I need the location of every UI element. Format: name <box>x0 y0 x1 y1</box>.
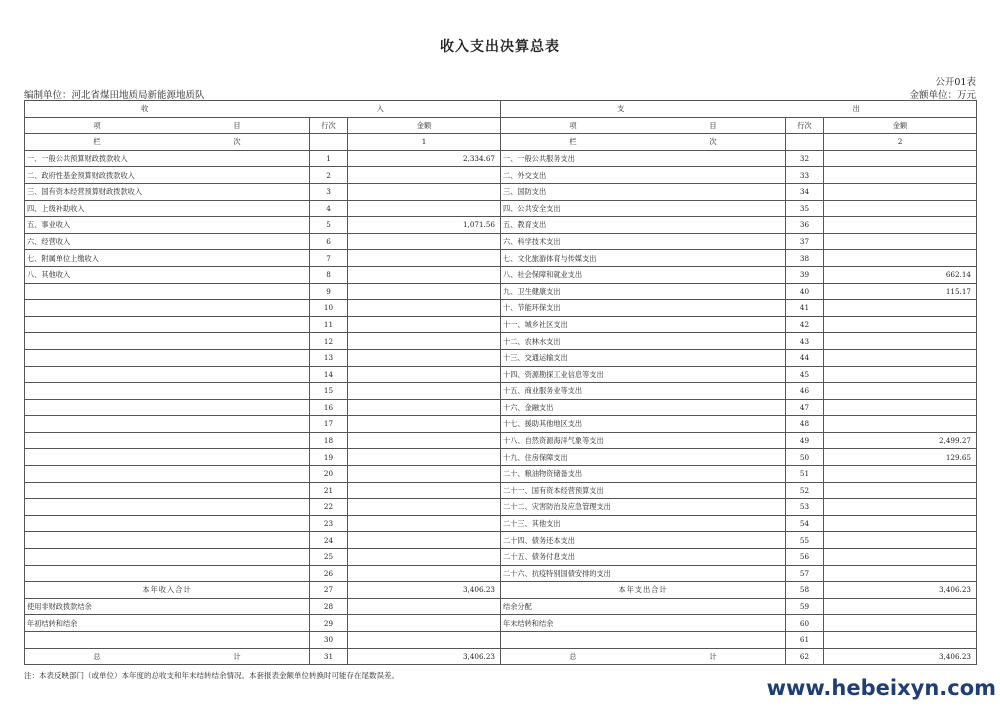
row-no: 35 <box>786 200 824 217</box>
expense-item: 二十六、抗疫特别国债安排的支出 <box>501 565 786 582</box>
amount-header: 金额 <box>348 117 501 134</box>
income-item <box>25 532 310 549</box>
expense-amount <box>824 549 977 566</box>
income-amount: 1,071.56 <box>348 217 501 234</box>
income-amount <box>348 565 501 582</box>
income-item <box>25 383 310 400</box>
row-no: 19 <box>310 449 348 466</box>
table-row <box>25 300 977 317</box>
table-row <box>25 183 977 200</box>
income-item: 使用非财政拨款结余 <box>25 598 310 615</box>
income-header-left: 收 <box>141 104 149 114</box>
row-no: 3 <box>310 183 348 200</box>
income-amount <box>348 383 501 400</box>
table-row <box>25 167 977 184</box>
col-label-left: 栏 <box>569 137 577 147</box>
empty-cell <box>310 134 348 151</box>
row-no: 50 <box>786 449 824 466</box>
table-row <box>25 383 977 400</box>
income-item <box>25 432 310 449</box>
row-no: 13 <box>310 349 348 366</box>
row-no: 20 <box>310 466 348 483</box>
row-no: 1 <box>310 150 348 167</box>
income-item: 三、国有资本经营预算财政拨款收入 <box>25 183 310 200</box>
expense-item: 十四、资源勘探工业信息等支出 <box>501 366 786 383</box>
income-col-label <box>25 134 310 151</box>
income-amount <box>348 632 501 649</box>
table-row <box>25 266 977 283</box>
income-amount <box>348 515 501 532</box>
expense-amount <box>824 349 977 366</box>
table-row <box>25 482 977 499</box>
income-item: 六、经营收入 <box>25 233 310 250</box>
table-row <box>25 532 977 549</box>
expense-item: 四、公共安全支出 <box>501 200 786 217</box>
income-amount <box>348 532 501 549</box>
row-no: 36 <box>786 217 824 234</box>
row-no: 32 <box>786 150 824 167</box>
expense-item: 十九、住房保障支出 <box>501 449 786 466</box>
income-item <box>25 632 310 649</box>
expense-item: 十五、商业服务业等支出 <box>501 383 786 400</box>
row-no: 7 <box>310 250 348 267</box>
row-no: 2 <box>310 167 348 184</box>
expense-total-amount: 3,406.23 <box>824 648 977 665</box>
row-no: 28 <box>310 598 348 615</box>
table-footer <box>25 582 977 599</box>
income-item <box>25 565 310 582</box>
expense-amount <box>824 383 977 400</box>
amount-header: 金额 <box>824 117 977 134</box>
expense-amount <box>824 233 977 250</box>
table-row <box>25 217 977 234</box>
table-row <box>25 250 977 267</box>
income-amount <box>348 432 501 449</box>
expense-item: 二十二、灾害防治及应急管理支出 <box>501 499 786 516</box>
income-amount <box>348 615 501 632</box>
item-header-left: 项 <box>569 120 577 130</box>
income-header-right: 入 <box>376 104 384 114</box>
row-no: 23 <box>310 515 348 532</box>
expense-item <box>501 632 786 649</box>
expense-amount <box>824 200 977 217</box>
table-row <box>25 499 977 516</box>
income-item: 一、一般公共预算财政拨款收入 <box>25 150 310 167</box>
income-item <box>25 515 310 532</box>
expense-amount: 115.17 <box>824 283 977 300</box>
row-no: 27 <box>310 582 348 599</box>
expense-item: 十七、援助其他地区支出 <box>501 416 786 433</box>
row-no: 44 <box>786 349 824 366</box>
row-no: 12 <box>310 333 348 350</box>
row-no: 62 <box>786 648 824 665</box>
expense-item: 五、教育支出 <box>501 217 786 234</box>
row-no: 59 <box>786 598 824 615</box>
income-amount <box>348 283 501 300</box>
income-amount <box>348 482 501 499</box>
income-amount <box>348 200 501 217</box>
table-row <box>25 449 977 466</box>
expense-item: 十三、交通运输支出 <box>501 349 786 366</box>
row-no-header: 行次 <box>786 117 824 134</box>
row-no: 46 <box>786 383 824 400</box>
table-header-row <box>25 101 977 118</box>
expense-item: 十八、自然资源海洋气象等支出 <box>501 432 786 449</box>
table-row <box>25 615 977 632</box>
expense-amount <box>824 183 977 200</box>
row-no: 42 <box>786 316 824 333</box>
subtotal-row <box>25 582 977 599</box>
row-no: 18 <box>310 432 348 449</box>
table-row <box>25 366 977 383</box>
row-no: 24 <box>310 532 348 549</box>
table-row <box>25 432 977 449</box>
row-no: 21 <box>310 482 348 499</box>
expense-amount: 129.65 <box>824 449 977 466</box>
row-no: 33 <box>786 167 824 184</box>
table-total <box>25 648 977 665</box>
form-code: 公开01表 <box>935 77 976 88</box>
total-label-left: 总 <box>93 651 101 661</box>
income-amount <box>348 549 501 566</box>
expense-amount <box>824 499 977 516</box>
expense-amount <box>824 482 977 499</box>
table-header-row <box>25 134 977 151</box>
income-item <box>25 399 310 416</box>
expense-col-no: 2 <box>824 134 977 151</box>
total-row <box>25 648 977 665</box>
table-row <box>25 466 977 483</box>
row-no: 16 <box>310 399 348 416</box>
expense-amount <box>824 598 977 615</box>
income-item <box>25 283 310 300</box>
expense-header-right: 出 <box>852 104 860 114</box>
expense-amount: 2,499.27 <box>824 432 977 449</box>
income-item: 二、政府性基金预算财政拨款收入 <box>25 167 310 184</box>
item-header-left: 项 <box>93 120 101 130</box>
row-no: 17 <box>310 416 348 433</box>
table-row <box>25 283 977 300</box>
income-amount <box>348 416 501 433</box>
table-row <box>25 333 977 350</box>
expense-amount <box>824 515 977 532</box>
row-no: 8 <box>310 266 348 283</box>
expense-item: 结余分配 <box>501 598 786 615</box>
watermark: www.hebeixyn.com <box>766 676 996 700</box>
income-item <box>25 300 310 317</box>
expense-amount <box>824 316 977 333</box>
row-no: 14 <box>310 366 348 383</box>
table-row <box>25 349 977 366</box>
col-label-left: 栏 <box>93 137 101 147</box>
income-item: 五、事业收入 <box>25 217 310 234</box>
row-no: 40 <box>786 283 824 300</box>
row-no: 48 <box>786 416 824 433</box>
row-no: 60 <box>786 615 824 632</box>
income-subtotal-amount: 3,406.23 <box>348 582 501 599</box>
col-label-right: 次 <box>233 137 241 147</box>
budget-table <box>24 100 977 665</box>
row-no: 9 <box>310 283 348 300</box>
income-item: 七、附属单位上缴收入 <box>25 250 310 267</box>
expense-item: 七、文化旅游体育与传媒支出 <box>501 250 786 267</box>
table-body <box>25 150 977 581</box>
table-row <box>25 316 977 333</box>
income-item <box>25 449 310 466</box>
expense-amount <box>824 532 977 549</box>
income-amount <box>348 598 501 615</box>
row-no: 49 <box>786 432 824 449</box>
row-no: 5 <box>310 217 348 234</box>
table-row <box>25 632 977 649</box>
row-no: 53 <box>786 499 824 516</box>
page-title: 收入支出决算总表 <box>440 39 560 55</box>
expense-amount <box>824 416 977 433</box>
footnote: 注：本表反映部门（或单位）本年度的总收支和年末结转结余情况。本套报表金额单位转换时可能存在尾数误差。 <box>24 671 399 680</box>
expense-item: 三、国防支出 <box>501 183 786 200</box>
income-item: 年初结转和结余 <box>25 615 310 632</box>
table-row <box>25 598 977 615</box>
table-row <box>25 515 977 532</box>
expense-amount <box>824 632 977 649</box>
row-no: 58 <box>786 582 824 599</box>
expense-amount <box>824 615 977 632</box>
expense-item: 二十、粮油物资储备支出 <box>501 466 786 483</box>
expense-header-left: 支 <box>617 104 625 114</box>
income-item <box>25 549 310 566</box>
expense-item: 十、节能环保支出 <box>501 300 786 317</box>
table-row <box>25 416 977 433</box>
compiling-unit: 编制单位：河北省煤田地质局新能源地质队 <box>24 90 205 101</box>
expense-item: 十一、城乡社区支出 <box>501 316 786 333</box>
amount-unit: 金额单位：万元 <box>909 90 976 101</box>
expense-amount <box>824 300 977 317</box>
expense-item: 二十四、债务还本支出 <box>501 532 786 549</box>
expense-amount <box>824 565 977 582</box>
expense-amount: 662.14 <box>824 266 977 283</box>
row-no: 41 <box>786 300 824 317</box>
row-no: 61 <box>786 632 824 649</box>
expense-amount <box>824 366 977 383</box>
expense-item: 二、外交支出 <box>501 167 786 184</box>
row-no: 30 <box>310 632 348 649</box>
income-amount <box>348 233 501 250</box>
row-no: 25 <box>310 549 348 566</box>
row-no: 56 <box>786 549 824 566</box>
col-label-right: 次 <box>709 137 717 147</box>
row-no: 57 <box>786 565 824 582</box>
row-no: 26 <box>310 565 348 582</box>
income-amount <box>348 366 501 383</box>
income-amount <box>348 167 501 184</box>
expense-col-label <box>501 134 786 151</box>
expense-amount <box>824 167 977 184</box>
expense-amount <box>824 250 977 267</box>
expense-item: 十二、农林水支出 <box>501 333 786 350</box>
income-item <box>25 416 310 433</box>
table-extra-rows <box>25 598 977 648</box>
row-no: 10 <box>310 300 348 317</box>
income-total-label <box>25 648 310 665</box>
income-amount: 2,334.67 <box>348 150 501 167</box>
row-no: 37 <box>786 233 824 250</box>
expense-item: 九、卫生健康支出 <box>501 283 786 300</box>
item-header-right: 目 <box>709 120 717 130</box>
total-label-right: 计 <box>233 651 241 661</box>
row-no: 29 <box>310 615 348 632</box>
item-header-right: 目 <box>233 120 241 130</box>
income-section-header <box>25 101 501 118</box>
income-item <box>25 499 310 516</box>
row-no: 54 <box>786 515 824 532</box>
income-item <box>25 366 310 383</box>
total-label-left: 总 <box>569 651 577 661</box>
row-no: 22 <box>310 499 348 516</box>
row-no: 45 <box>786 366 824 383</box>
income-subtotal-label: 本年收入合计 <box>25 582 310 599</box>
income-amount <box>348 333 501 350</box>
table-row <box>25 200 977 217</box>
row-no: 43 <box>786 333 824 350</box>
expense-total-label <box>501 648 786 665</box>
row-no: 4 <box>310 200 348 217</box>
expense-amount <box>824 399 977 416</box>
expense-subtotal-label: 本年支出合计 <box>501 582 786 599</box>
income-item <box>25 333 310 350</box>
table-row <box>25 233 977 250</box>
expense-item: 十六、金融支出 <box>501 399 786 416</box>
income-amount <box>348 316 501 333</box>
table-row <box>25 150 977 167</box>
income-amount <box>348 266 501 283</box>
total-label-right: 计 <box>709 651 717 661</box>
table-row <box>25 399 977 416</box>
income-item <box>25 482 310 499</box>
expense-item: 二十一、国有资本经营预算支出 <box>501 482 786 499</box>
income-item: 四、上级补助收入 <box>25 200 310 217</box>
income-item-header <box>25 117 310 134</box>
expense-item: 二十五、债务付息支出 <box>501 549 786 566</box>
expense-amount <box>824 466 977 483</box>
income-amount <box>348 399 501 416</box>
row-no: 39 <box>786 266 824 283</box>
income-item <box>25 349 310 366</box>
income-amount <box>348 466 501 483</box>
income-amount <box>348 300 501 317</box>
income-amount <box>348 250 501 267</box>
row-no: 34 <box>786 183 824 200</box>
row-no-header: 行次 <box>310 117 348 134</box>
expense-item: 一、一般公共服务支出 <box>501 150 786 167</box>
row-no: 6 <box>310 233 348 250</box>
row-no: 31 <box>310 648 348 665</box>
row-no: 47 <box>786 399 824 416</box>
row-no: 52 <box>786 482 824 499</box>
expense-amount <box>824 150 977 167</box>
row-no: 38 <box>786 250 824 267</box>
empty-cell <box>786 134 824 151</box>
expense-item: 六、科学技术支出 <box>501 233 786 250</box>
income-item <box>25 316 310 333</box>
expense-amount <box>824 333 977 350</box>
income-col-no: 1 <box>348 134 501 151</box>
row-no: 55 <box>786 532 824 549</box>
table-row <box>25 549 977 566</box>
expense-item: 二十三、其他支出 <box>501 515 786 532</box>
expense-section-header <box>501 101 977 118</box>
income-amount <box>348 449 501 466</box>
expense-subtotal-amount: 3,406.23 <box>824 582 977 599</box>
expense-item: 年末结转和结余 <box>501 615 786 632</box>
table-row <box>25 565 977 582</box>
income-total-amount: 3,406.23 <box>348 648 501 665</box>
row-no: 15 <box>310 383 348 400</box>
expense-item: 八、社会保障和就业支出 <box>501 266 786 283</box>
income-amount <box>348 349 501 366</box>
income-item <box>25 466 310 483</box>
expense-amount <box>824 217 977 234</box>
income-item: 八、其他收入 <box>25 266 310 283</box>
table-header-row <box>25 117 977 134</box>
row-no: 51 <box>786 466 824 483</box>
income-amount <box>348 183 501 200</box>
income-amount <box>348 499 501 516</box>
row-no: 11 <box>310 316 348 333</box>
expense-item-header <box>501 117 786 134</box>
